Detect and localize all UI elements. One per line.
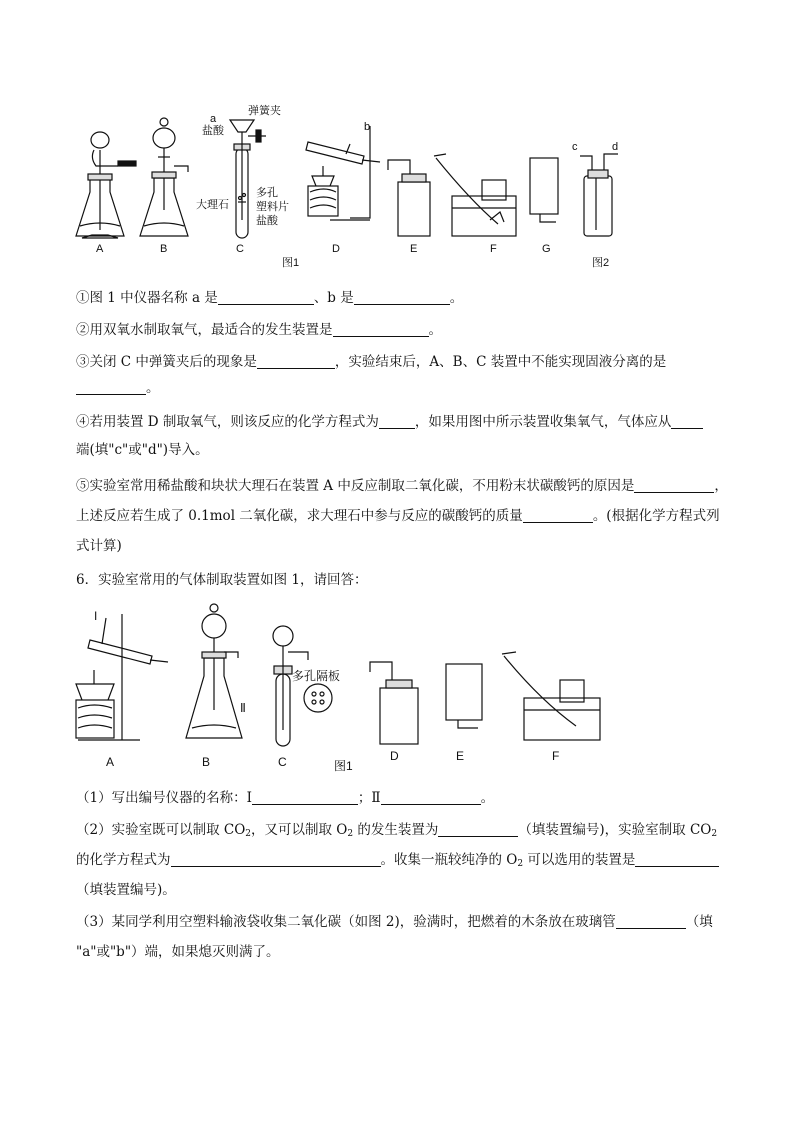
q5-line5c: 式计算) bbox=[76, 538, 122, 554]
q6-part1: （1）写出编号仪器的名称：Ⅰ ；Ⅱ 。 bbox=[76, 790, 495, 806]
q5-line3b: 。 bbox=[76, 378, 726, 398]
blank-no-separation[interactable] bbox=[76, 380, 146, 395]
q5-line1: ①图 1 中仪器名称 a 是 、b 是 。 bbox=[76, 290, 464, 306]
blank-b[interactable] bbox=[354, 290, 450, 305]
fig1-label-porous2: 塑料片 bbox=[256, 201, 289, 213]
fig2-label-d: d bbox=[612, 141, 619, 153]
blank-collector[interactable] bbox=[635, 852, 719, 867]
fig1-label-g-device: G bbox=[542, 243, 551, 255]
blank-reason[interactable] bbox=[634, 478, 714, 493]
q6-label-I: I bbox=[94, 609, 98, 623]
fig1-label-hcl: 盐酸 bbox=[202, 125, 224, 137]
q5-line4b: 端(填"c"或"d")导入。 bbox=[76, 442, 209, 458]
q6-label-B: B bbox=[202, 755, 211, 769]
fig2-caption: 图2 bbox=[592, 257, 610, 269]
fig1-label-spring-clip: 弹簧夹 bbox=[248, 105, 281, 117]
fig1-label-b-device: B bbox=[160, 243, 168, 255]
q6-part3b: "a"或"b"）端，如果熄灭则满了。 bbox=[76, 944, 280, 960]
q6-label-porous: 多孔隔板 bbox=[292, 669, 341, 683]
q5-line4: ④若用装置 D 制取氧气，则该反应的化学方程式为 ，如果用图中所示装置收集氧气，气体应从 bbox=[76, 412, 726, 432]
fig1-label-porous1: 多孔 bbox=[256, 187, 278, 199]
fig1-label-marble: 大理石 bbox=[196, 199, 229, 211]
fig1-label-d-device: D bbox=[332, 243, 340, 255]
q6-label-D: D bbox=[390, 749, 399, 763]
q5-line3: ③关闭 C 中弹簧夹后的现象是 ，实验结束后，A、B、C 装置中不能实现固液分离的是 bbox=[76, 354, 667, 370]
blank-tube-end[interactable] bbox=[616, 914, 686, 929]
figure-1-apparatus bbox=[70, 100, 670, 275]
q6-label-C: C bbox=[278, 755, 287, 769]
q6-part2c: （填装置编号)。 bbox=[76, 882, 176, 898]
blank-equation-q6[interactable] bbox=[171, 852, 381, 867]
q6-label-E: E bbox=[456, 749, 465, 763]
fig1-label-b: b bbox=[364, 121, 371, 133]
blank-generator-q6[interactable] bbox=[438, 822, 518, 837]
q6-caption: 图1 bbox=[334, 759, 353, 773]
figure-q6-apparatus bbox=[70, 600, 610, 775]
fig1-label-f-device: F bbox=[490, 243, 497, 255]
blank-generator[interactable] bbox=[333, 322, 429, 337]
q6-part2: （2）实验室既可以制取 $CO_2$，又可以制取 $O_2$ 的发生装置为 （填装置编号)，实验室制取 $CO_2$ bbox=[76, 822, 718, 839]
blank-II[interactable] bbox=[381, 790, 481, 805]
q5-line5: ⑤实验室常用稀盐酸和块状大理石在装置 A 中反应制取二氧化碳，不用粉末状碳酸钙的原因是 ， bbox=[76, 478, 728, 494]
q6-part2b: 的化学方程式为 。收集一瓶较纯净的 $O_2$ 可以选用的装置是 bbox=[76, 850, 726, 874]
blank-mass[interactable] bbox=[523, 508, 593, 523]
fig1-label-a: a bbox=[210, 113, 217, 125]
fig1-label-a-device: A bbox=[96, 243, 104, 255]
q6-part3: （3）某同学利用空塑料输液袋收集二氧化碳（如图 2)，验满时，把燃着的木条放在玻璃管 （填 bbox=[76, 914, 713, 930]
q5-line2: ②用双氧水制取氧气，最适合的发生装置是 。 bbox=[76, 322, 442, 338]
q6-label-II: Ⅱ bbox=[240, 701, 246, 715]
q6-label-A: A bbox=[106, 755, 115, 769]
blank-phenomenon[interactable] bbox=[257, 354, 335, 369]
blank-I[interactable] bbox=[252, 790, 358, 805]
fig1-label-e-device: E bbox=[410, 243, 418, 255]
q6-title: 6．实验室常用的气体制取装置如图 1，请回答： bbox=[76, 572, 368, 588]
q6-label-F: F bbox=[552, 749, 560, 763]
blank-end[interactable] bbox=[671, 414, 703, 429]
fig2-label-c: c bbox=[572, 141, 578, 153]
blank-a[interactable] bbox=[218, 290, 314, 305]
fig1-caption: 图1 bbox=[282, 257, 300, 269]
blank-equation[interactable] bbox=[379, 414, 415, 429]
fig1-label-hcl2: 盐酸 bbox=[256, 215, 278, 227]
q5-line5b: 上述反应若生成了 0.1mol 二氧化碳，求大理石中参与反应的碳酸钙的质量 。(根据化学方程式列 bbox=[76, 508, 720, 524]
fig1-label-c-device: C bbox=[236, 243, 244, 255]
